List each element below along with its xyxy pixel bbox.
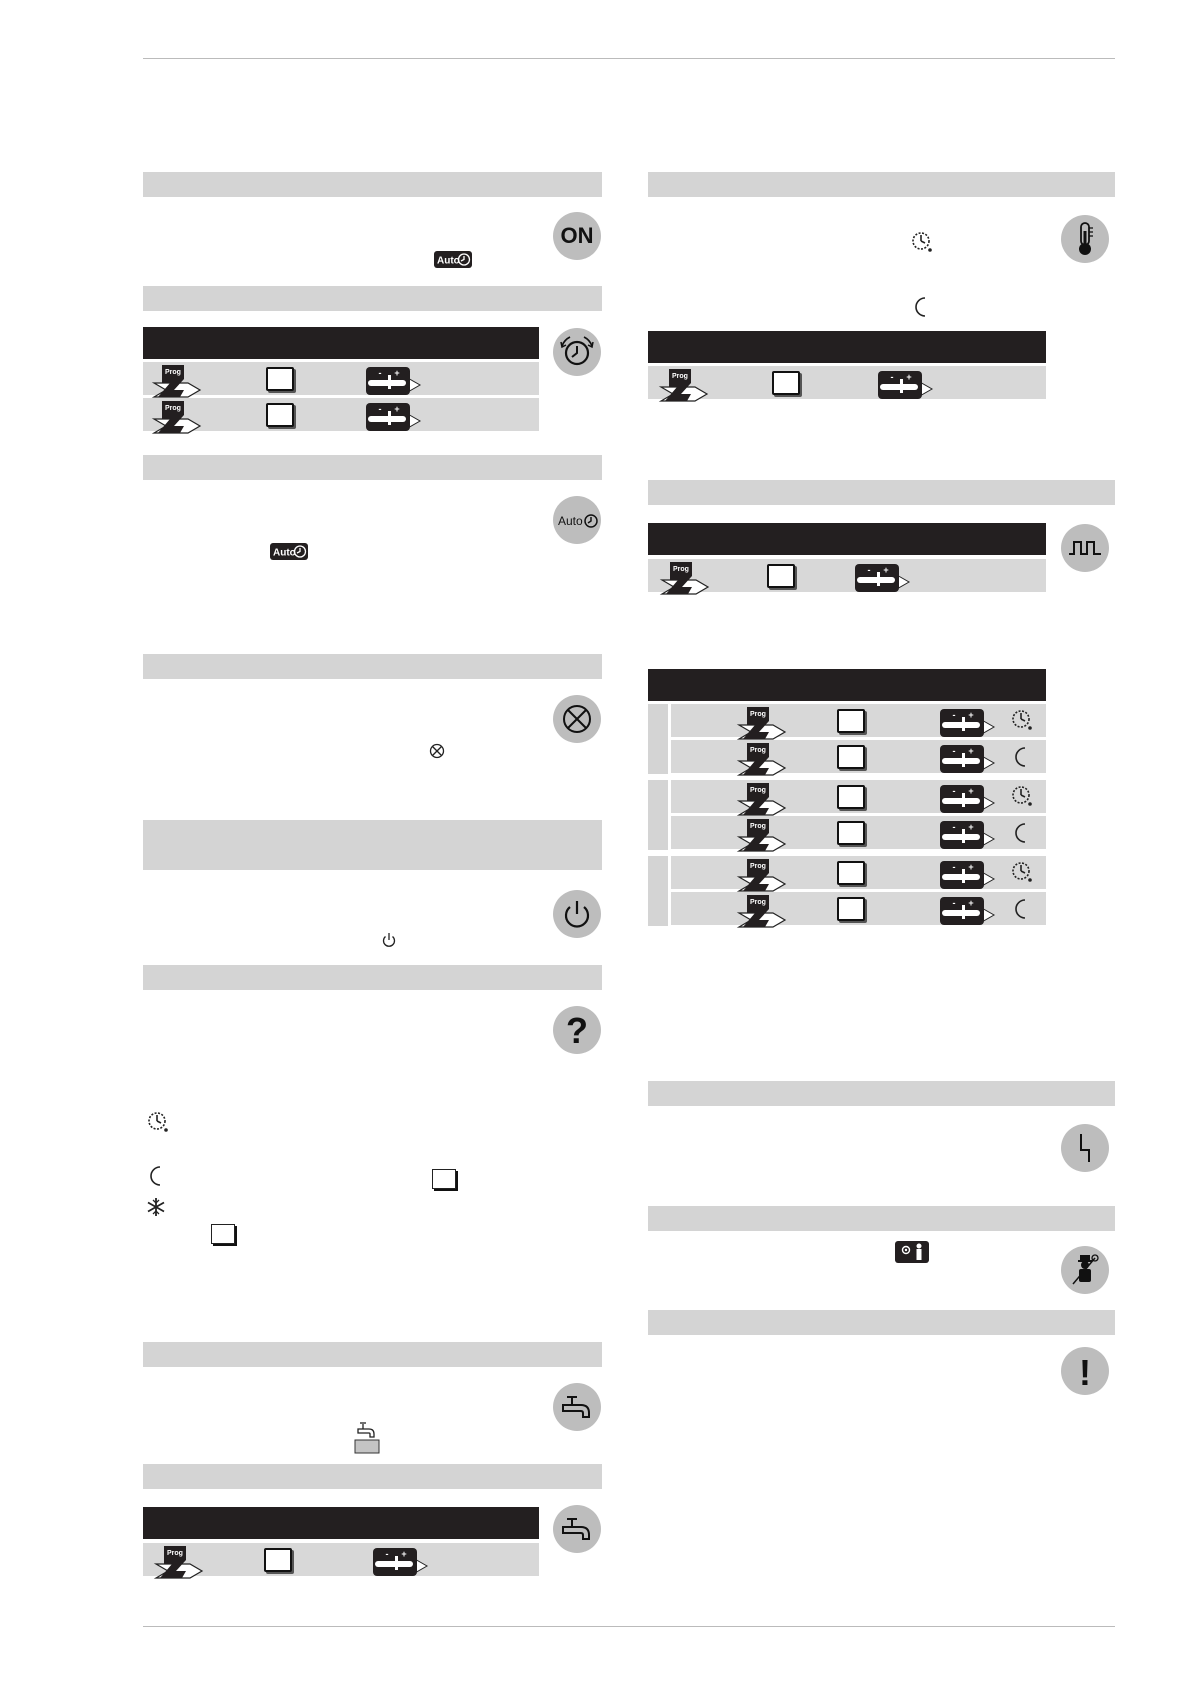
svg-text:ON: ON: [560, 223, 594, 248]
frost-protection-icon: [146, 1197, 166, 1222]
section-bar: [648, 1206, 1115, 1231]
reduced-temperature-icon: [911, 295, 937, 321]
chimney-sweep-icon: [1061, 1246, 1109, 1294]
section-bar: [143, 965, 602, 990]
select-key-icon: [837, 709, 865, 733]
select-key-icon: [837, 821, 865, 845]
prog-button-icon: [733, 741, 789, 777]
select-key-icon: [266, 403, 294, 427]
plus-minus-button-icon: [364, 363, 422, 399]
select-key-icon: [837, 785, 865, 809]
table-header: [143, 327, 539, 359]
key-icon: [432, 1169, 456, 1189]
prog-button-icon: [656, 560, 712, 596]
comfort-temperature-icon: [146, 1109, 172, 1135]
table-header: [143, 1507, 539, 1539]
plus-minus-button-icon: [364, 399, 422, 435]
svg-text:?: ?: [566, 1010, 588, 1051]
prog-button-icon: [148, 363, 204, 399]
power-icon: [553, 890, 601, 938]
prog-button-icon: [150, 1544, 206, 1580]
section-bar: [143, 172, 602, 197]
prog-button-icon: [733, 857, 789, 893]
section-bar: [648, 172, 1115, 197]
comfort-temperature-icon: [1010, 707, 1036, 733]
bottom-rule: [143, 1626, 1115, 1627]
select-key-icon: [837, 745, 865, 769]
prog-button-icon: [733, 705, 789, 741]
table-header: [648, 331, 1046, 363]
table-header: [648, 669, 1046, 701]
manual-mode-small-icon: [428, 742, 446, 765]
row-group-marker: [648, 856, 668, 926]
hot-water-small-icon: [354, 1418, 380, 1459]
info-icon: [553, 1006, 601, 1054]
plus-minus-button-icon: [938, 705, 996, 741]
section-bar: [143, 455, 602, 480]
plus-minus-button-icon: [938, 857, 996, 893]
auto-clock-icon: [434, 251, 472, 273]
section-bar: [143, 820, 602, 870]
section-bar: [143, 654, 602, 679]
warning-icon: [1061, 1347, 1109, 1395]
select-key-icon: [837, 897, 865, 921]
set-clock-icon: [553, 328, 601, 376]
plus-minus-button-icon: [938, 817, 996, 853]
section-bar: [143, 1464, 602, 1489]
comfort-temperature-icon: [910, 229, 936, 255]
reduced-temperature-icon: [1011, 897, 1037, 923]
select-key-icon: [767, 564, 795, 588]
row-group-marker: [648, 704, 668, 774]
hot-water-tap-icon: [553, 1505, 601, 1553]
plus-minus-button-icon: [938, 741, 996, 777]
auto-clock-icon: [270, 543, 308, 565]
auto-mode-icon: [553, 496, 601, 544]
prog-button-icon: [733, 893, 789, 929]
plus-minus-button-icon: [938, 893, 996, 929]
section-bar: [648, 1310, 1115, 1335]
svg-text:!: !: [1079, 1352, 1091, 1393]
reduced-temperature-icon: [146, 1164, 172, 1190]
row-group-marker: [648, 780, 668, 850]
chimney-sweep-button-icon: [895, 1241, 929, 1268]
thermometer-icon: [1061, 215, 1109, 263]
select-key-icon: [264, 1548, 292, 1572]
reduced-temperature-icon: [1011, 745, 1037, 771]
on-icon: [553, 212, 601, 260]
plus-minus-button-icon: [371, 1544, 429, 1580]
manual-mode-icon: [553, 695, 601, 743]
top-rule: [143, 58, 1115, 59]
heating-program-icon: [1061, 524, 1109, 572]
comfort-temperature-icon: [1010, 783, 1036, 809]
plus-minus-button-icon: [853, 560, 911, 596]
fault-icon: [1061, 1124, 1109, 1172]
select-key-icon: [837, 861, 865, 885]
prog-button-icon: [733, 781, 789, 817]
plus-minus-button-icon: [938, 781, 996, 817]
comfort-temperature-icon: [1010, 859, 1036, 885]
svg-text:Auto: Auto: [437, 255, 460, 267]
section-bar: [143, 1342, 602, 1367]
prog-button-icon: [148, 399, 204, 435]
prog-button-icon: [733, 817, 789, 853]
reduced-temperature-icon: [1011, 821, 1037, 847]
select-key-icon: [772, 371, 800, 395]
section-bar: [143, 286, 602, 311]
hot-water-tap-icon: [553, 1383, 601, 1431]
section-bar: [648, 480, 1115, 505]
key-icon: [211, 1224, 235, 1244]
table-header: [648, 523, 1046, 555]
select-key-icon: [266, 367, 294, 391]
svg-text:Auto: Auto: [273, 547, 296, 559]
prog-button-icon: [655, 367, 711, 403]
power-small-icon: [380, 931, 398, 954]
plus-minus-button-icon: [876, 367, 934, 403]
svg-text:Auto: Auto: [558, 514, 583, 528]
section-bar: [648, 1081, 1115, 1106]
